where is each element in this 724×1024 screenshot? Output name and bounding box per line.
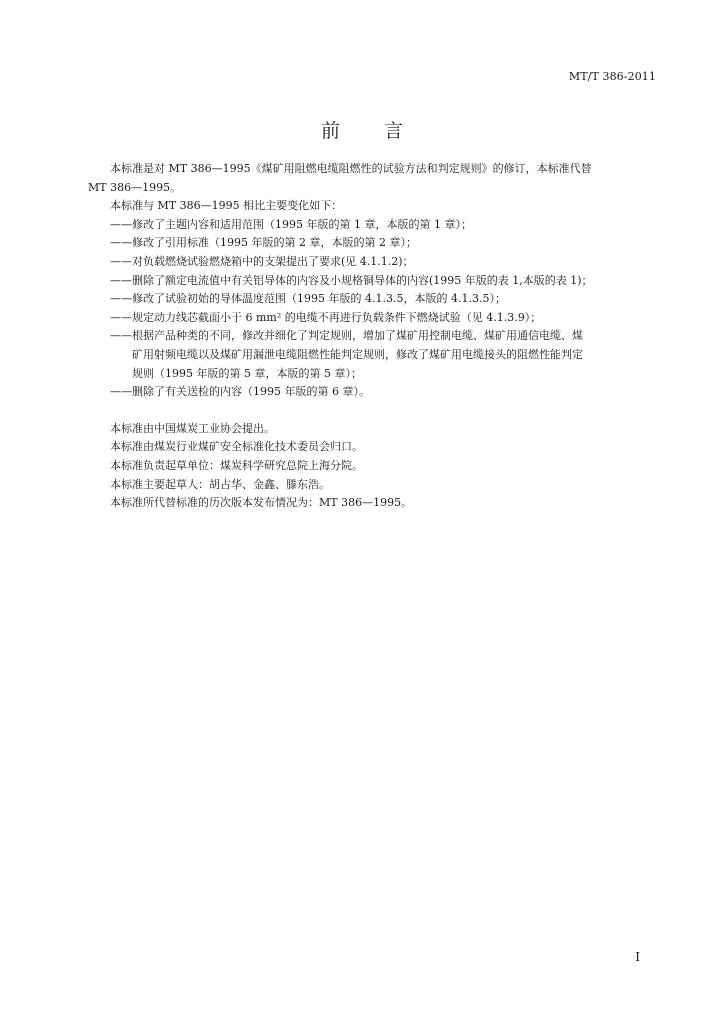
changes-heading: 本标准与 MT 386—1995 相比主要变化如下： xyxy=(110,199,343,213)
intro-line-1: 本标准是对 MT 386—1995《煤矿用阻燃电缆阻燃性的试验方法和判定规则》的修订，本标准代替 xyxy=(110,162,592,175)
change-item: ——删除了额定电流值中有关铝导体的内容及小规格铜导体的内容(1995 年版的表 1,本版的表 1)； xyxy=(110,273,593,287)
change-multi-line-1: ——根据产品种类的不同，修改并细化了判定规则，增加了煤矿用控制电缆、煤矿用通信电缆、煤 xyxy=(110,329,583,343)
change-item: ——修改了试验初始的导体温度范围（1995 年版的 4.1.3.5，本版的 4.1.3.5）； xyxy=(110,292,506,306)
change-item: ——修改了引用标准（1995 年版的第 2 章，本版的第 2 章）； xyxy=(110,236,417,250)
page-title: 前言 xyxy=(320,120,447,142)
change-multi-line-3: 规则（1995 年版的第 5 章，本版的第 5 章）； xyxy=(132,366,362,380)
note-line: 本标准所代替标准的历次版本发布情况为：MT 386—1995。 xyxy=(110,496,413,510)
change-item-multiline xyxy=(88,327,658,383)
note-line: 本标准负责起草单位：煤炭科学研究总院上海分院。 xyxy=(110,458,363,472)
spacer xyxy=(88,402,658,420)
foreword-body xyxy=(88,160,658,513)
note-line: 本标准由中国煤炭工业协会提出。 xyxy=(110,421,275,435)
change-item: ——修改了主题内容和适用范围（1995 年版的第 1 章，本版的第 1 章）； xyxy=(110,217,472,231)
change-multi-line-2: 矿用射频电缆以及煤矿用漏泄电缆阻燃性能判定规则，修改了煤矿用电缆接头的阻燃性能判定 xyxy=(132,347,583,361)
standard-code: MT/T 386-2011 xyxy=(568,70,656,83)
change-item: ——删除了有关送检的内容（1995 年版的第 6 章）。 xyxy=(110,385,370,399)
change-item: ——对负载燃烧试验燃烧箱中的支架提出了要求(见 4.1.1.2)； xyxy=(110,254,414,268)
intro-line-2: MT 386—1995。 xyxy=(88,180,182,194)
note-line: 本标准由煤炭行业煤矿安全标准化技术委员会归口。 xyxy=(110,440,363,454)
note-line: 本标准主要起草人：胡占华、金鑫、滕东浩。 xyxy=(110,477,330,491)
page-number: I xyxy=(635,950,640,964)
change-item: ——规定动力线芯截面小于 6 mm² 的电缆不再进行负载条件下燃烧试验（见 4.1.3.9）； xyxy=(110,310,542,324)
